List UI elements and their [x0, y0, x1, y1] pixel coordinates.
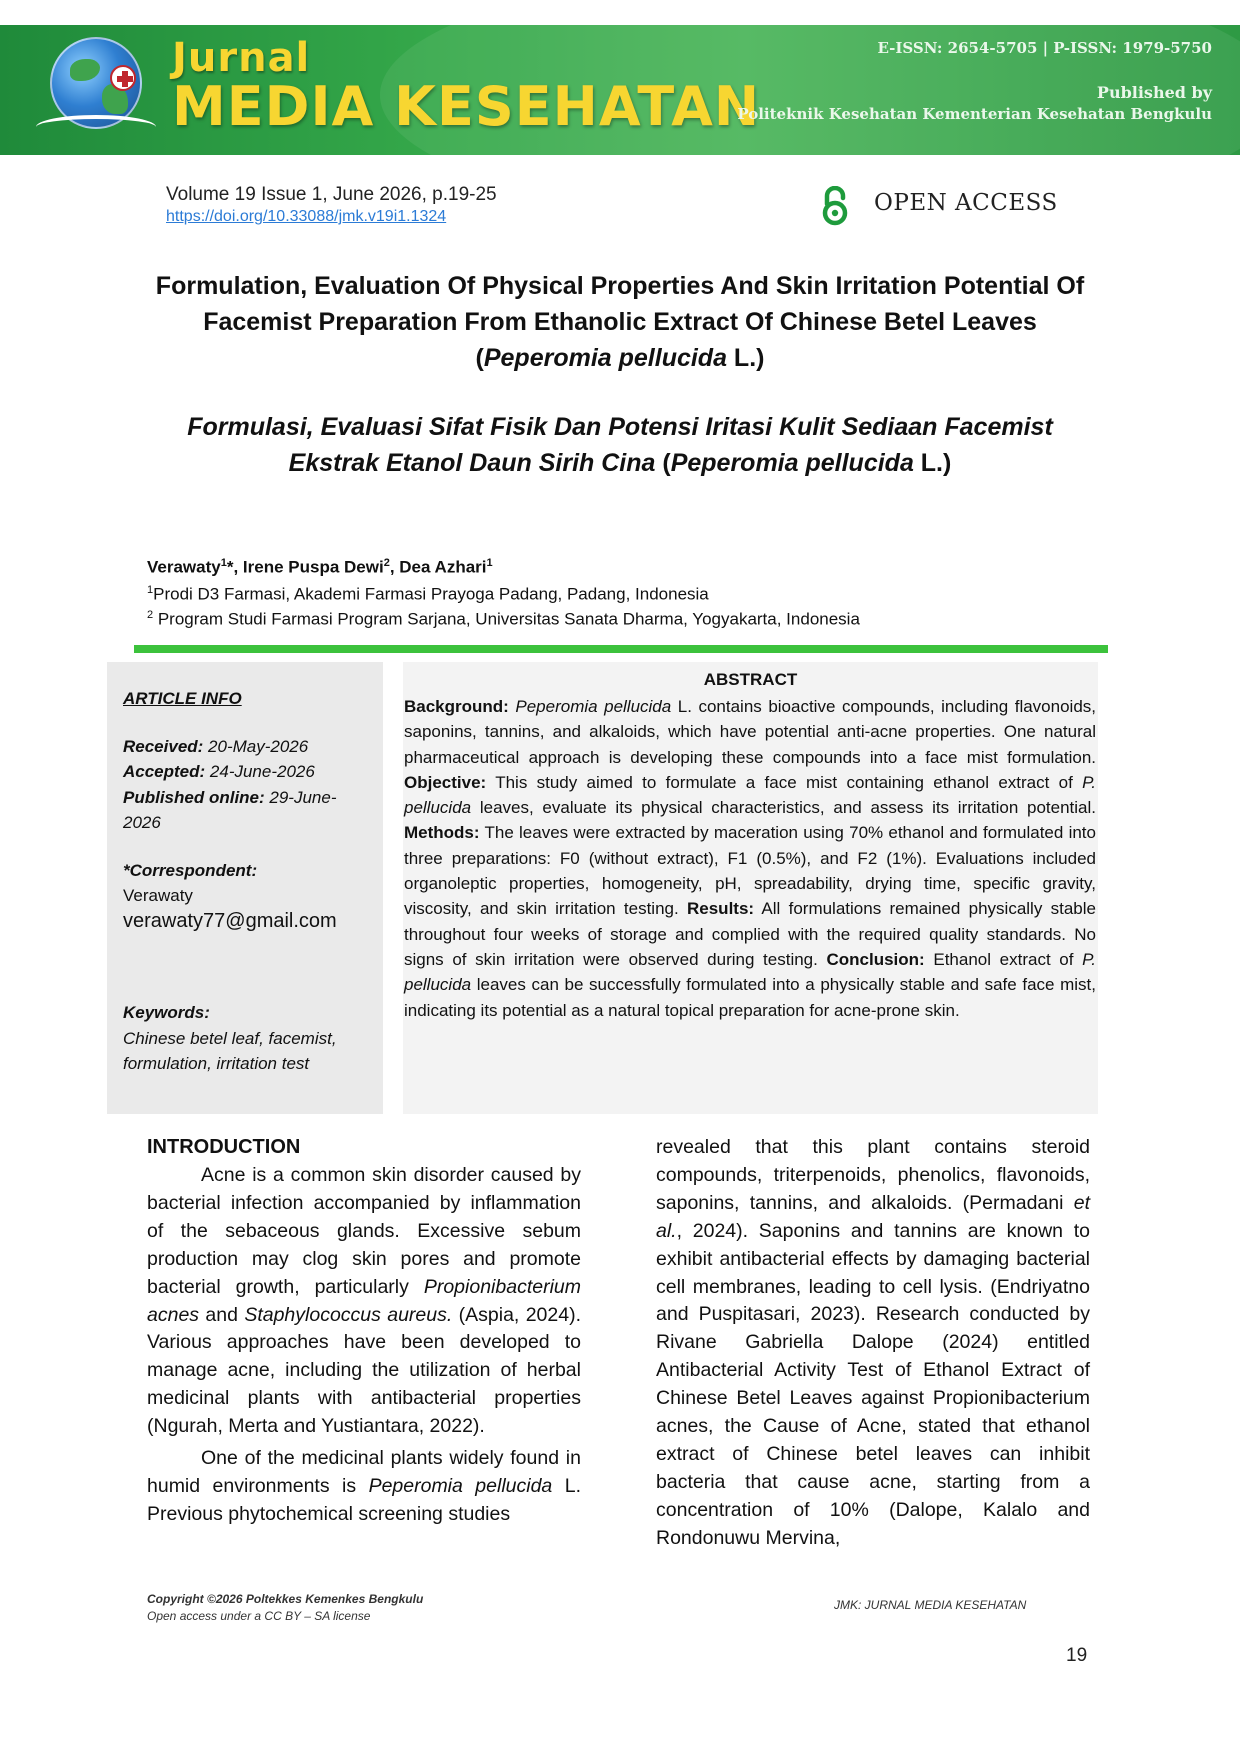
- introduction-heading: INTRODUCTION: [147, 1136, 301, 1158]
- author-name: Dea Azhari: [399, 557, 487, 577]
- received-date: Received: 20-May-2026: [123, 736, 309, 756]
- title-id-line-1: Formulasi, Evaluasi Sifat Fisik Dan Potensi Iritasi Kulit Sediaan Facemist: [187, 413, 1053, 441]
- keywords-label: Keywords:: [123, 1003, 210, 1022]
- article-title-indonesian: [130, 409, 1110, 481]
- open-book-icon: [36, 115, 156, 139]
- abstract-text: Background: Peperomia pellucida L. contains bioactive compounds, including flavonoids, saponins, tannins, and alkaloids, which have potential anti-acne properties. One natural pharmaceutical approach is developing these compounds into a face mist formulation. Objective: This study aimed to formulate a face mist containing ethanol extract of P. pellucida leaves, evaluate its physical characteristics, and assess its irritation potential. Methods: The leaves were extracted by maceration using 70% ethanol and formulated into three preparations: F0 (without extract), F1 (0.5%), and F2 (1%). Evaluations included organoleptic properties, homogeneity, pH, spreadability, drying time, specific gravity, viscosity, and skin irritation testing. Results: All formulations remained physically stable throughout four weeks of storage and complied with the required quality standards. No signs of skin irritation were observed during testing. Conclusion: Ethanol extract of P. pellucida leaves can be successfully formulated into a physically stable and safe face mist, indicating its potential as a natural topical preparation for acne-prone skin.: [404, 697, 1096, 1020]
- volume-issue: Volume 19 Issue 1, June 2026, p.19-25: [166, 184, 497, 205]
- species-name: Peperomia pellucida: [670, 449, 914, 477]
- copyright-notice: Copyright ©2026 Poltekkes Kemenkes Bengkulu: [147, 1592, 424, 1606]
- journal-brand-top: Jurnal: [172, 35, 311, 81]
- journal-footer-name: JMK: JURNAL MEDIA KESEHATAN: [834, 1598, 1027, 1612]
- article-info-heading: ARTICLE INFO: [123, 689, 242, 708]
- title-en-line-3: (Peperomia pellucida L.): [475, 344, 765, 372]
- published-by-label: Published by: [1096, 83, 1212, 102]
- issn-text: E-ISSN: 2654-5705 | P-ISSN: 1979-5750: [877, 39, 1212, 57]
- publisher-name: Politeknik Kesehatan Kementerian Kesehatan Bengkulu: [737, 105, 1212, 123]
- title-id-line-2: Ekstrak Etanol Daun Sirih Cina (Peperomia pellucida L.): [288, 449, 952, 477]
- title-en-line-1: Formulation, Evaluation Of Physical Properties And Skin Irritation Potential Of: [155, 272, 1085, 300]
- open-access-label: OPEN ACCESS: [874, 190, 1058, 216]
- published-date: Published online: 29-June-2026: [123, 787, 337, 832]
- species-name: Peperomia pellucida: [483, 344, 727, 372]
- journal-brand-main: MEDIA KESEHATAN: [172, 75, 761, 138]
- author-name: Verawaty: [147, 557, 221, 577]
- keywords-list: Chinese betel leaf, facemist, formulation, irritation test: [123, 1028, 337, 1073]
- intro-paragraph-2: One of the medicinal plants widely found in humid environments is Peperomia pellucida L. Previous phytochemical screening studies: [147, 1447, 581, 1525]
- intro-paragraph-2-continued: revealed that this plant contains steroid compounds, triterpenoids, phenolics, flavonoids, saponins, tannins, and alkaloids. (Permadani et al., 2024). Saponins and tannins are known to exhibit antibacterial effects by damaging bacterial cell membranes, leading to cell lysis. (Endriyatno and Puspitasari, 2023). Research conducted by Rivane Gabriella Dalope (2024) entitled Antibacterial Activity Test of Ethanol Extract of Chinese Betel Leaves against Propionibacterium acnes, the Cause of Acne, stated that ethanol extract of Chinese betel leaves can inhibit bacteria that cause acne, starting from a concentration of 10% (Dalope, Kalalo and Rondonuwu Mervina,: [656, 1136, 1090, 1549]
- title-en-line-2: Facemist Preparation From Ethanolic Extract Of Chinese Betel Leaves: [203, 308, 1037, 336]
- doi-link[interactable]: https://doi.org/10.33088/jmk.v19i1.1324: [166, 208, 447, 225]
- author-name: Irene Puspa Dewi: [242, 557, 384, 577]
- body-column-left: [147, 1132, 581, 1529]
- abstract-panel: [403, 662, 1098, 1114]
- correspondent-name: Verawaty: [123, 886, 193, 905]
- journal-banner: [0, 25, 1240, 155]
- affiliation-2: $^2$ Program Studi Farmasi Program Sarjana, Universitas Sanata Dharma, Yogyakarta, Indonesia: [147, 609, 860, 629]
- abstract-heading: ABSTRACT: [703, 670, 798, 689]
- license-notice: Open access under a CC BY – SA license: [147, 1609, 371, 1623]
- open-access-lock-icon: [818, 186, 852, 226]
- author-list: Verawaty$^1$*, Irene Puspa Dewi$^2$, Dea Azhari$^1$: [147, 557, 493, 577]
- article-title-english: [130, 268, 1110, 376]
- section-divider: [134, 645, 1108, 653]
- body-column-right: [656, 1134, 1090, 1553]
- article-info-panel: [107, 662, 383, 1114]
- accepted-date: Accepted: 24-June-2026: [123, 762, 315, 781]
- correspondent-email[interactable]: verawaty77@gmail.com: [123, 909, 337, 932]
- affiliation-1: $^1$Prodi D3 Farmasi, Akademi Farmasi Prayoga Padang, Padang, Indonesia: [147, 584, 709, 604]
- intro-paragraph-1: Acne is a common skin disorder caused by bacterial infection accompanied by inflammation of the sebaceous glands. Excessive sebum production may clog skin pores and promote bacterial growth, particularly Propionibacterium acnes and Staphylococcus aureus. (Aspia, 2024). Various approaches have been developed to manage acne, including the utilization of herbal medicinal plants with antibacterial properties (Ngurah, Merta and Yustiantara, 2022).: [147, 1164, 581, 1438]
- page-number: 19: [1066, 1645, 1088, 1666]
- correspondent-label: *Correspondent:: [123, 860, 258, 880]
- medical-cross-icon: [110, 65, 136, 91]
